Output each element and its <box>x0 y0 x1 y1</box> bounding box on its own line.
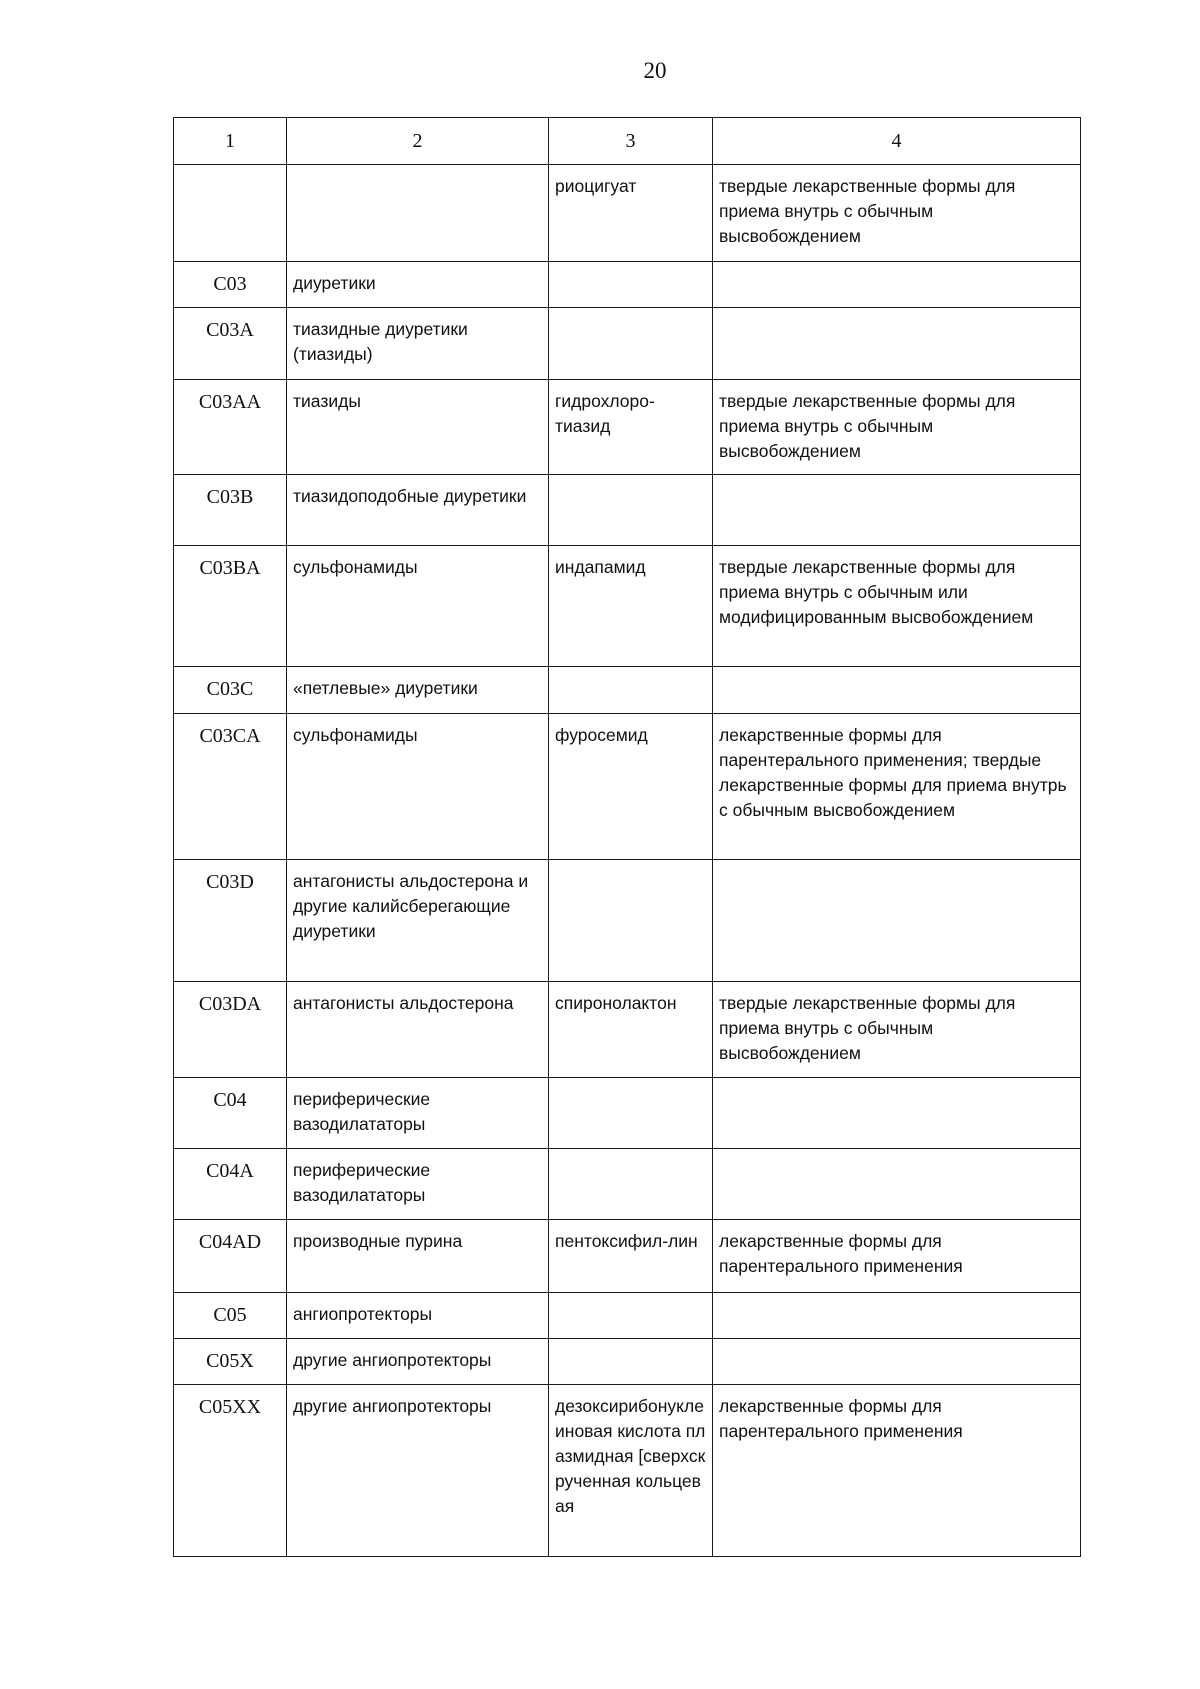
substance-cell <box>549 475 713 546</box>
atc-code-cell: C03D <box>174 860 287 982</box>
atc-code-cell: C03B <box>174 475 287 546</box>
atc-code-cell: C04AD <box>174 1220 287 1293</box>
atc-code-cell: C03AA <box>174 380 287 475</box>
substance-cell: риоцигуат <box>549 165 713 262</box>
atc-code-cell: C03BA <box>174 546 287 667</box>
dosage-form-cell <box>713 1339 1081 1385</box>
dosage-form-cell: твердые лекарственные формы для приема внутрь с обычным высвобождением <box>713 982 1081 1078</box>
substance-cell: гидрохлоро-тиазид <box>549 380 713 475</box>
drug-list-table <box>173 117 1081 1557</box>
substance-cell: пентоксифил-лин <box>549 1220 713 1293</box>
substance-cell <box>549 1293 713 1339</box>
dosage-form-cell <box>713 1078 1081 1149</box>
group-cell: периферические вазодилататоры <box>287 1149 549 1220</box>
group-cell: сульфонамиды <box>287 714 549 860</box>
atc-code-cell: C05X <box>174 1339 287 1385</box>
dosage-form-cell <box>713 262 1081 308</box>
group-cell: тиазидоподобные диуретики <box>287 475 549 546</box>
table-row <box>174 1293 1081 1339</box>
page-number: 20 <box>643 58 667 83</box>
group-cell: сульфонамиды <box>287 546 549 667</box>
dosage-form-cell <box>713 475 1081 546</box>
dosage-form-cell: лекарственные формы для парентерального применения; твердые лекарственные формы для приема внутрь с обычным высвобождением <box>713 714 1081 860</box>
dosage-form-cell <box>713 165 1081 262</box>
table-row <box>174 714 1081 860</box>
atc-code-cell: C03CA <box>174 714 287 860</box>
group-cell: тиазидные диуретики (тиазиды) <box>287 308 549 380</box>
group-cell: тиазиды <box>287 380 549 475</box>
atc-code-cell: C04A <box>174 1149 287 1220</box>
group-cell <box>287 165 549 262</box>
table-header-row <box>174 118 1081 165</box>
atc-code-cell: C03C <box>174 667 287 714</box>
dosage-form-cell: твердые лекарственные формы для приема внутрь с обычным или модифицированным высвобождением <box>713 546 1081 667</box>
substance-cell <box>549 1078 713 1149</box>
dosage-form-cell: лекарственные формы для парентерального применения <box>713 1385 1081 1557</box>
substance-cell <box>549 1339 713 1385</box>
group-cell: периферические вазодилататоры <box>287 1078 549 1149</box>
dosage-form-cell <box>713 667 1081 714</box>
substance-cell: индапамид <box>549 546 713 667</box>
dosage-form-cell: лекарственные формы для парентерального применения <box>713 1220 1081 1293</box>
substance-cell: фуросемид <box>549 714 713 860</box>
substance-cell <box>549 860 713 982</box>
dosage-form-cell <box>713 1293 1081 1339</box>
group-cell: ангиопротекторы <box>287 1293 549 1339</box>
substance-cell: спиронолактон <box>549 982 713 1078</box>
table-row <box>174 1149 1081 1220</box>
substance-cell: дезоксирибонуклеиновая кислота плазмидная [сверхскрученная кольцевая <box>549 1385 713 1557</box>
dosage-form-cell <box>713 860 1081 982</box>
atc-code-cell <box>174 165 287 262</box>
table-row <box>174 165 1081 262</box>
atc-code-cell: C03DA <box>174 982 287 1078</box>
table-row <box>174 982 1081 1078</box>
substance-cell <box>549 308 713 380</box>
dosage-form-cell <box>713 308 1081 380</box>
substance-cell <box>549 667 713 714</box>
column-header-1: 1 <box>174 118 287 165</box>
table-row <box>174 1385 1081 1557</box>
column-header-3: 3 <box>549 118 713 165</box>
table-row <box>174 1078 1081 1149</box>
atc-code-cell: C05 <box>174 1293 287 1339</box>
group-cell: другие ангиопротекторы <box>287 1385 549 1557</box>
substance-cell <box>549 262 713 308</box>
table-row <box>174 1220 1081 1293</box>
dosage-form-text: твердые лекарственные формы для приема внутрь с обычным высвобождением <box>719 176 1016 246</box>
substance-cell <box>549 1149 713 1220</box>
atc-code-cell: C03 <box>174 262 287 308</box>
group-cell: антагонисты альдостерона <box>287 982 549 1078</box>
atc-code-cell: C03A <box>174 308 287 380</box>
table-row <box>174 546 1081 667</box>
group-cell: другие ангиопротекторы <box>287 1339 549 1385</box>
table-row <box>174 475 1081 546</box>
column-header-4: 4 <box>713 118 1081 165</box>
table-row <box>174 667 1081 714</box>
dosage-form-cell: твердые лекарственные формы для приема внутрь с обычным высвобождением <box>713 380 1081 475</box>
table-row <box>174 262 1081 308</box>
column-header-2: 2 <box>287 118 549 165</box>
table-row <box>174 860 1081 982</box>
table-row <box>174 308 1081 380</box>
atc-code-cell: C04 <box>174 1078 287 1149</box>
group-cell: «петлевые» диуретики <box>287 667 549 714</box>
group-cell: антагонисты альдостерона и другие калийсберегающие диуретики <box>287 860 549 982</box>
group-cell: диуретики <box>287 262 549 308</box>
group-cell: производные пурина <box>287 1220 549 1293</box>
table-row <box>174 1339 1081 1385</box>
table-row <box>174 380 1081 475</box>
dosage-form-cell <box>713 1149 1081 1220</box>
atc-code-cell: C05XX <box>174 1385 287 1557</box>
